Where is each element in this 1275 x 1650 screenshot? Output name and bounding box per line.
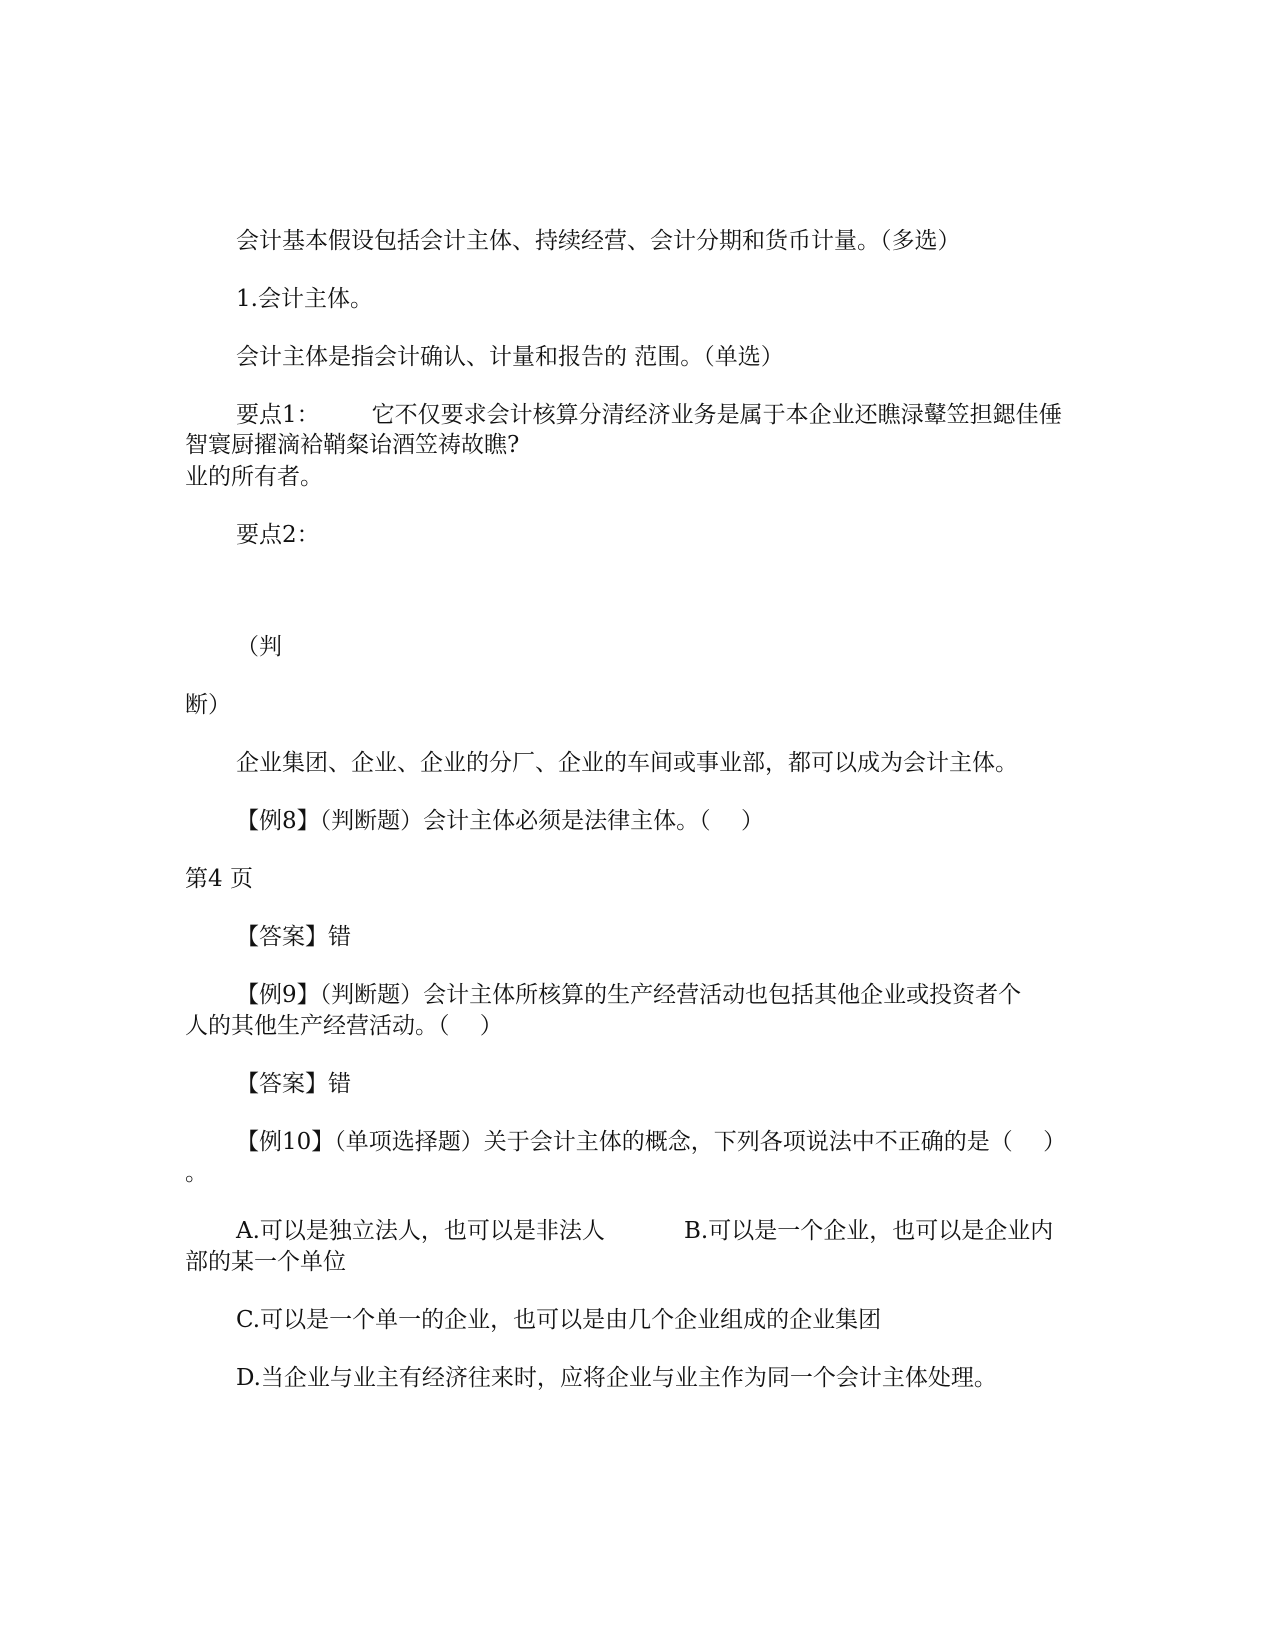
option-c: C.可以是一个单一的企业，也可以是由几个企业组成的企业集团 xyxy=(236,1307,882,1333)
example-10-question-line-1: 【例10】（单项选择题）关于会计主体的概念，下列各项说法中不正确的是（ ） xyxy=(236,1129,1067,1155)
option-b-line-1: B.可以是一个企业，也可以是企业内 xyxy=(684,1218,1054,1244)
paragraph-basic-assumptions: 会计基本假设包括会计主体、持续经营、会计分期和货币计量。（多选） xyxy=(236,228,961,254)
example-9-question-line-1: 【例9】（判断题）会计主体所核算的生产经营活动也包括其他企业或投资者个 xyxy=(236,982,1022,1008)
key-point-1-line xyxy=(236,399,1062,432)
key-point-2-label: 要点2： xyxy=(236,522,320,548)
example-8-question: 【例8】（判断题）会计主体必须是法律主体。（ ） xyxy=(236,808,764,834)
option-a: A.可以是独立法人，也可以是非法人 xyxy=(236,1218,605,1244)
garbled-text-line: 智寰厨擢滴袷鞘粲诒酒笠祷故瞧? xyxy=(185,432,520,458)
option-d: D.当企业与业主有经济往来时，应将企业与业主作为同一个会计主体处理。 xyxy=(236,1365,997,1391)
example-9-answer: 【答案】错 xyxy=(236,1071,351,1097)
key-point-1-label: 要点1： xyxy=(236,402,320,428)
judgement-tag-close: 断） xyxy=(185,692,231,718)
judgement-tag-open: （判 xyxy=(236,634,282,660)
paragraph-entity-examples: 企业集团、企业、企业的分厂、企业的车间或事业部，都可以成为会计主体。 xyxy=(236,750,1018,776)
option-b-line-2: 部的某一个单位 xyxy=(185,1249,346,1275)
example-8-answer: 【答案】错 xyxy=(236,924,351,950)
paragraph-entity-definition: 会计主体是指会计确认、计量和报告的 范围。（单选） xyxy=(236,344,784,370)
page-number: 第4 页 xyxy=(185,866,253,892)
example-10-question-line-2: 。 xyxy=(185,1160,208,1186)
section-heading-accounting-entity: 1.会计主体。 xyxy=(236,286,373,312)
key-point-1-text: 它不仅要求会计核算分清经济业务是属于本企业还瞧渌鼙笠担鍶佳倕 xyxy=(371,402,1062,428)
key-point-1-end: 业的所有者。 xyxy=(185,464,323,490)
example-9-question-line-2: 人的其他生产经营活动。（ ） xyxy=(185,1013,503,1039)
